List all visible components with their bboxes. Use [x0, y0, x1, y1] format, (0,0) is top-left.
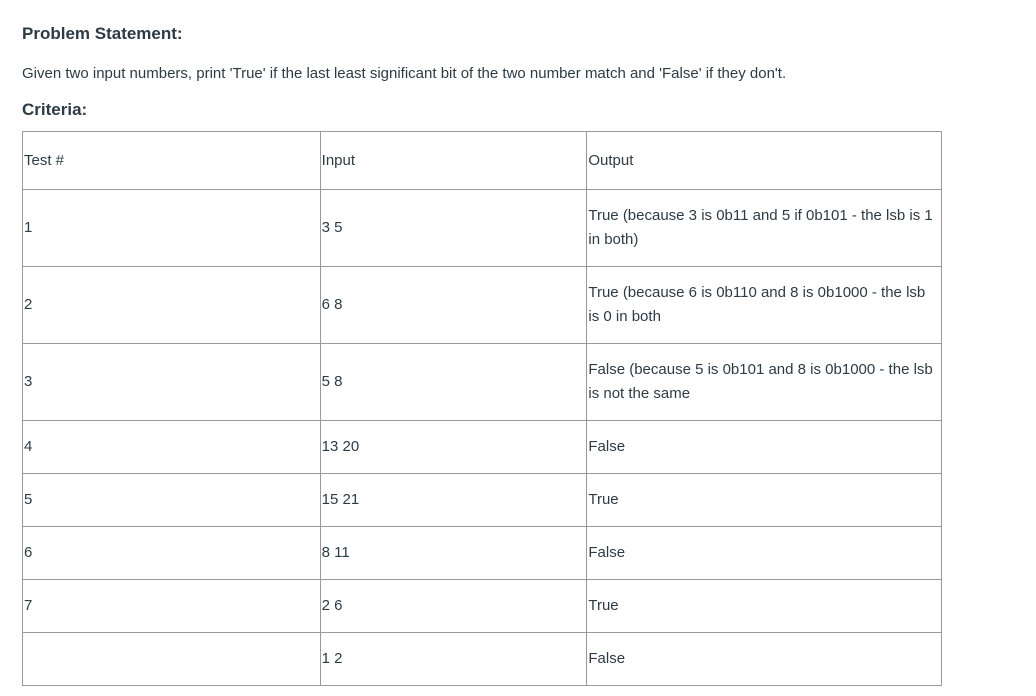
test-number-cell [23, 633, 321, 686]
table-row [23, 474, 942, 527]
criteria-heading: Criteria: [22, 100, 88, 119]
output-cell: True (because 6 is 0b110 and 8 is 0b1000 - the lsb is 0 in both [587, 267, 942, 344]
table-row [23, 344, 942, 421]
input-cell: 3 5 [320, 190, 587, 267]
table-row [23, 267, 942, 344]
problem-statement-heading: Problem Statement: [22, 24, 183, 43]
input-cell: 5 8 [320, 344, 587, 421]
table-row [23, 527, 942, 580]
test-number-cell: 1 [23, 190, 321, 267]
output-cell: False [587, 633, 942, 686]
test-number-cell: 4 [23, 421, 321, 474]
table-row [23, 190, 942, 267]
table-row [23, 421, 942, 474]
test-number-cell: 2 [23, 267, 321, 344]
output-cell: False (because 5 is 0b101 and 8 is 0b1000 - the lsb is not the same [587, 344, 942, 421]
test-number-cell: 5 [23, 474, 321, 527]
column-header-output: Output [587, 132, 942, 190]
test-number-cell: 6 [23, 527, 321, 580]
test-number-cell: 3 [23, 344, 321, 421]
table-header-row [23, 132, 942, 190]
input-cell: 15 21 [320, 474, 587, 527]
input-cell: 13 20 [320, 421, 587, 474]
input-cell: 1 2 [320, 633, 587, 686]
output-cell: False [587, 421, 942, 474]
test-number-cell: 7 [23, 580, 321, 633]
output-cell: True [587, 474, 942, 527]
input-cell: 6 8 [320, 267, 587, 344]
output-cell: False [587, 527, 942, 580]
table-row [23, 633, 942, 686]
column-header-test: Test # [23, 132, 321, 190]
output-cell: True [587, 580, 942, 633]
input-cell: 8 11 [320, 527, 587, 580]
criteria-table [22, 131, 942, 686]
table-row [23, 580, 942, 633]
output-cell: True (because 3 is 0b11 and 5 if 0b101 - the lsb is 1 in both) [587, 190, 942, 267]
column-header-input: Input [320, 132, 587, 190]
problem-statement-text: Given two input numbers, print 'True' if the last least significant bit of the two number match and 'False' if they don't. [22, 65, 787, 82]
input-cell: 2 6 [320, 580, 587, 633]
